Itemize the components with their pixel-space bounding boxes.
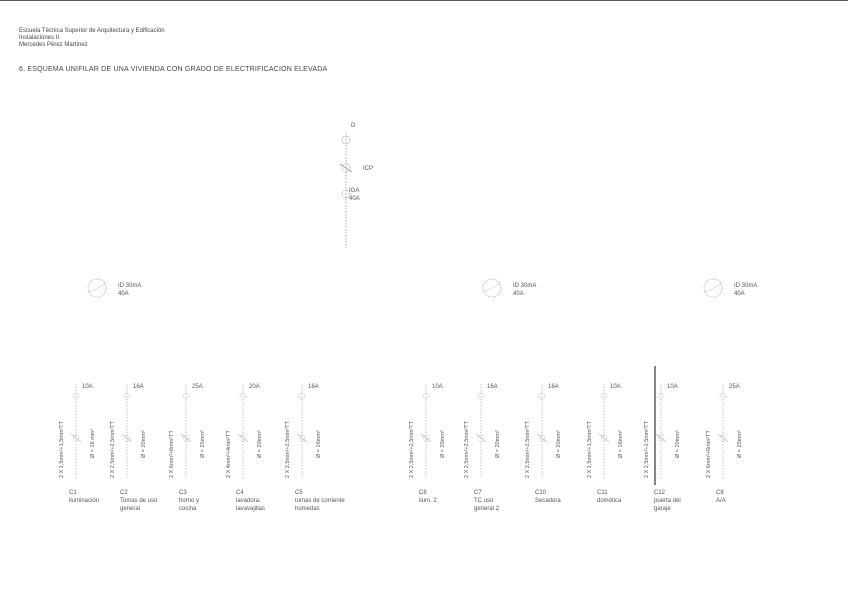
pia-rating: 20A	[249, 384, 260, 390]
tube-diameter: Ø = 20mm²	[495, 430, 501, 458]
iga-rating: 40A	[349, 196, 360, 202]
icp-label: ICP	[363, 166, 374, 172]
tube-diameter: Ø = 16mm²	[316, 430, 322, 458]
circuit-code: C2	[120, 490, 128, 496]
cable-section: 2 X 2,5mm²+2,5mm²TT	[409, 421, 415, 478]
cable-section: 2 X 1,5mm²+1,5mm²TT	[587, 421, 593, 478]
tube-diameter: Ø = 20mm²	[440, 430, 446, 458]
circuit-name: iluminación	[69, 498, 100, 504]
differential-switch	[88, 279, 141, 297]
pia-rating: 25A	[192, 384, 203, 390]
differential-switch	[704, 279, 757, 297]
tube-diameter: Ø = 16mm²	[618, 430, 624, 458]
cable-section: 2 X 2,5mm²+2,5mm²TT	[285, 421, 291, 478]
header-course: Instalaciones II	[19, 35, 60, 41]
differential-rating: 40A	[118, 291, 129, 297]
tube-diameter: Ø = 25mm²	[737, 430, 743, 458]
cable-section: 2 X 1,5mm²+1,5mm²TT	[59, 421, 65, 478]
circuit-code: C11	[597, 490, 608, 496]
circuit-c11	[587, 384, 624, 504]
circuit-name: húmedas	[295, 506, 320, 512]
circuit-c3	[169, 384, 206, 512]
circuit-name: lavadora,	[236, 498, 261, 504]
differential-id: ID 30mA	[734, 283, 758, 289]
differential-id: ID 30mA	[513, 283, 537, 289]
header-school: Escuela Técnica Superior de Arquitectura y Edificación	[19, 28, 165, 34]
cable-section: 2 X 2,5mm²+2,5mm²TT	[525, 421, 531, 478]
cable-section: 2 X 6mm²+6mm²TT	[706, 430, 712, 478]
pia-rating: 10A	[432, 384, 443, 390]
differential-id: ID 30mA	[118, 283, 142, 289]
circuit-code: C4	[236, 490, 244, 496]
pia-rating: 16A	[133, 384, 144, 390]
circuit-c12	[644, 384, 681, 512]
circuit-name: garaje	[654, 506, 671, 512]
circuit-name: Secadora	[535, 498, 561, 504]
tube-diameter: Ø = 20mm²	[257, 430, 263, 458]
circuit-code: C7	[474, 490, 482, 496]
circuit-name: A/A	[716, 498, 726, 504]
circuit-name: puerta del	[654, 498, 681, 504]
iga-label: IGA	[349, 188, 360, 194]
circuit-code: C6	[419, 490, 427, 496]
circuit-name: tomas de corriente	[295, 498, 345, 504]
circuit-code: C3	[179, 490, 187, 496]
circuit-c5	[285, 384, 345, 512]
cable-section: 2 X 6mm²+6mm²TT	[169, 430, 175, 478]
pia-rating: 16A	[548, 384, 559, 390]
circuit-code: C5	[295, 490, 303, 496]
circuit-name: general 2	[474, 506, 500, 512]
circuit-c8	[706, 384, 743, 504]
circuit-name: ilum. 2	[419, 498, 437, 504]
tube-diameter: Ø = 16 mm²	[90, 428, 96, 458]
main-d-label: D	[351, 123, 356, 129]
circuit-code: C8	[716, 490, 724, 496]
circuit-name: domótica	[597, 498, 622, 504]
cable-section: 2 X 2,5mm²+2,5mm²TT	[110, 421, 116, 478]
circuit-name: TC uso	[474, 498, 494, 504]
pia-rating: 16A	[487, 384, 498, 390]
circuit-name: general	[120, 506, 141, 512]
circuit-code: C12	[654, 490, 666, 496]
circuit-c10	[525, 384, 562, 504]
circuit-c7	[464, 384, 501, 512]
circuit-name: horno y	[179, 498, 200, 504]
tube-diameter: Ø = 20mm²	[675, 430, 681, 458]
circuit-code: C1	[69, 490, 77, 496]
tube-diameter: Ø = 20mm²	[556, 430, 562, 458]
diagram-title: 6. ESQUEMA UNIFILAR DE UNA VIVIENDA CON GRADO DE ELECTRIFICACION ELEVADA	[19, 66, 328, 73]
pia-rating: 25A	[729, 384, 740, 390]
cable-section: 2 X 2,5mm²+2,5mm²TT	[644, 421, 650, 478]
circuit-name: Tomas de uso	[120, 498, 158, 504]
pia-rating: 10A	[667, 384, 678, 390]
circuit-name: cocina	[179, 506, 197, 512]
header-author: Mercedes Pérez Martínez	[19, 42, 88, 48]
tube-diameter: Ø = 20mm²	[141, 430, 147, 458]
circuit-name: lavavajillas	[236, 506, 266, 512]
differential-rating: 40A	[734, 291, 745, 297]
circuit-c2	[110, 384, 158, 512]
pia-rating: 10A	[82, 384, 93, 390]
tube-diameter: Ø = 25mm²	[200, 430, 206, 458]
differential-rating: 40A	[513, 291, 524, 297]
differential-contact	[705, 284, 721, 292]
circuit-c1	[59, 384, 99, 504]
circuit-c6	[409, 384, 446, 504]
cable-section: 2 X 4mm²+4mm²TT	[226, 430, 232, 478]
circuit-c4	[226, 384, 265, 512]
differential-switch	[483, 279, 536, 297]
differential-contact	[484, 284, 500, 292]
pia-rating: 16A	[308, 384, 319, 390]
circuit-code: C10	[535, 490, 547, 496]
cable-section: 2 X 2,5mm²+2,5mm²TT	[464, 421, 470, 478]
differential-contact	[89, 284, 105, 292]
pia-rating: 10A	[610, 384, 621, 390]
